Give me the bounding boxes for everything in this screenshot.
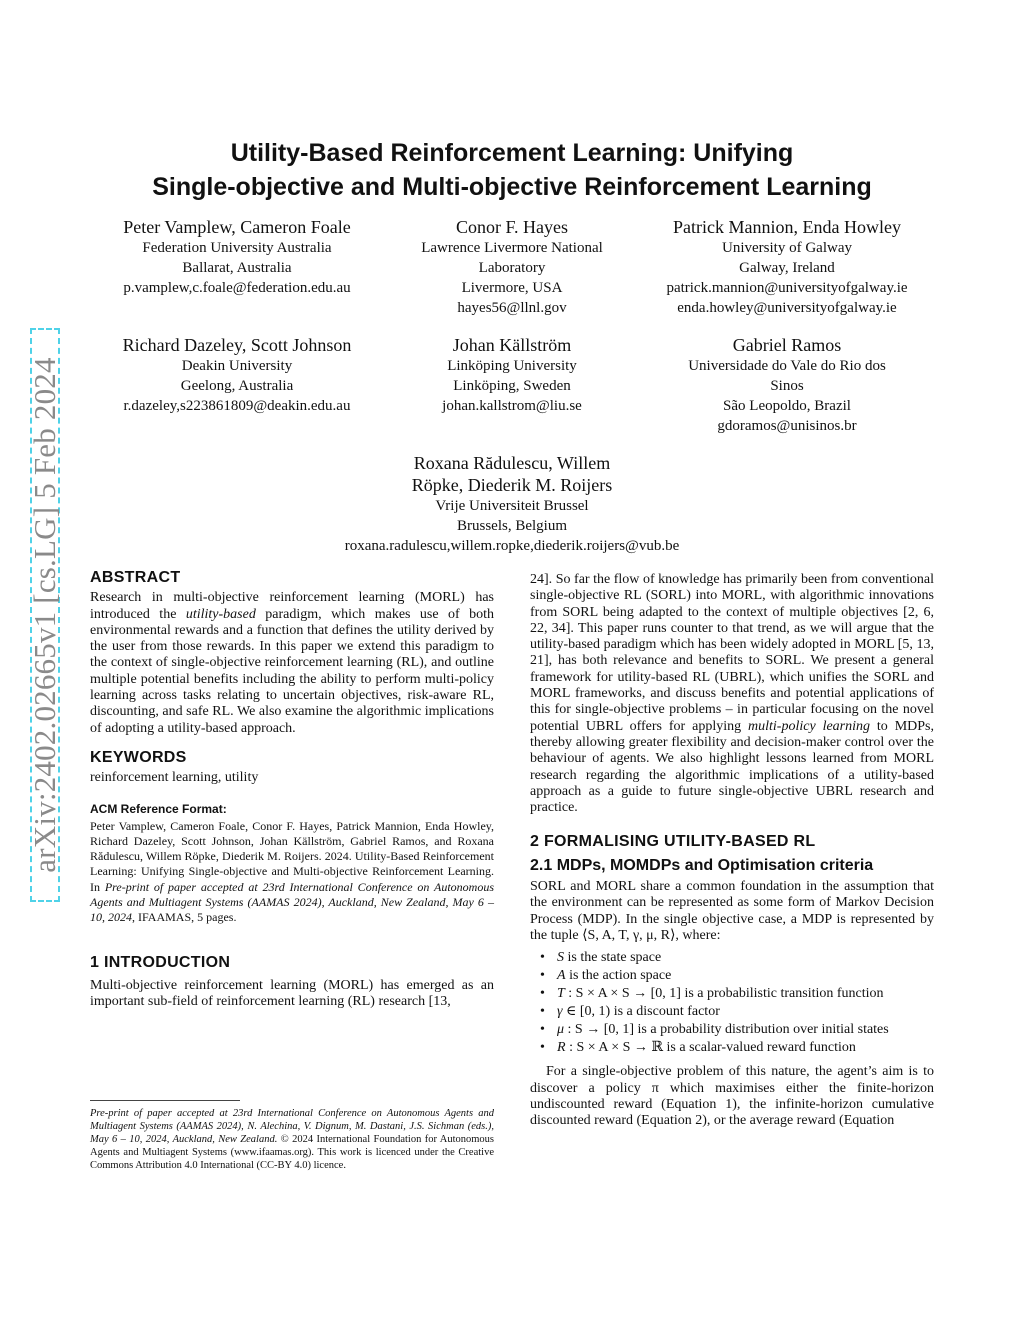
paper-title xyxy=(80,136,944,204)
abstract-emphasis: utility-based xyxy=(185,606,256,622)
footnote-emphasis: Pre-print of paper accepted at 23rd International Conference on Autonomous Agents and Multiagent Systems (AAMAS 2024), N. Alechina, V. Dignum, M. Dastani, J.S. Sichman (eds.), May 6 – 10, 2024, Auckland, New Zealand. xyxy=(90,1108,494,1145)
intro-continued-emphasis: multi-policy learning xyxy=(748,718,871,734)
list-item xyxy=(530,967,934,985)
author-location: São Leopoldo, Brazil xyxy=(723,398,851,414)
author-affiliation: Linköping University xyxy=(447,358,577,374)
acm-heading: ACM Reference Format: xyxy=(90,801,227,816)
author-block-4 xyxy=(123,334,352,416)
list-item xyxy=(530,1021,934,1039)
list-item-text: is the action space xyxy=(565,968,672,984)
acm-text-1: Peter Vamplew, Cameron Foale, Conor F. Hayes, Patrick Mannion, Enda Howley, Richard Dazeley, Scott Johnson, Johan Källström, Gabriel Ramos, and Roxana Rădulescu, Willem Röpke, Diederik M. Roijers. 2024. Utility-Based Reinforcement Learning: Unifying Single-objective and Multi-objective Reinforcement Learning. In xyxy=(90,818,494,894)
list-item xyxy=(530,1003,934,1021)
arxiv-stamp xyxy=(27,328,62,902)
author-location: Galway, Ireland xyxy=(739,260,835,276)
list-item-text: : S → [0, 1] is a probability distribution over initial states xyxy=(564,1022,889,1038)
list-item-symbol: A xyxy=(557,968,566,984)
author-affiliation: Universidade do Vale do Rio dos xyxy=(688,358,886,374)
list-item xyxy=(530,985,934,1003)
footnote-rule xyxy=(90,1100,240,1101)
author-email: hayes56@llnl.gov xyxy=(457,300,567,316)
section-2-1-heading: 2.1 MDPs, MOMDPs and Optimisation criteria xyxy=(530,856,874,874)
author-block-7 xyxy=(345,452,680,556)
author-affiliation-cont: Sinos xyxy=(770,378,804,394)
author-location: Ballarat, Australia xyxy=(182,260,292,276)
mdp-tuple-list xyxy=(530,949,934,1057)
list-item-text: : S × A × S → [0, 1] is a probabilistic transition function xyxy=(564,986,884,1002)
acm-reference xyxy=(90,819,494,925)
author-name: Johan Källström xyxy=(452,335,572,355)
footnote xyxy=(90,1107,494,1172)
author-location: Brussels, Belgium xyxy=(456,518,568,534)
author-location: Geelong, Australia xyxy=(180,378,294,394)
author-affiliation: Vrije Universiteit Brussel xyxy=(435,498,589,514)
intro-continued-part-2: to MDPs, thereby allowing greater flexibility and decision-maker control over the behaviour of agents. We also highlight lessons learned from MORL research regarding the algorithmic implications of a utility-based approach as a guide to future single-objective UBRL research and practice. xyxy=(530,718,934,816)
author-name: Peter Vamplew, Cameron Foale xyxy=(123,217,351,237)
author-location: Livermore, USA xyxy=(461,280,563,296)
list-item xyxy=(530,1039,934,1057)
title-line-2: Single-objective and Multi-objective Reinforcement Learning xyxy=(152,173,872,201)
left-column xyxy=(90,570,494,1010)
list-item-symbol: γ xyxy=(557,1004,563,1020)
author-block-1 xyxy=(123,216,350,298)
abstract-heading: ABSTRACT xyxy=(90,569,181,586)
mdp-paragraph: SORL and MORL share a common foundation in the assumption that the environment can be represented as some form of Markov Decision Process (MDP). In the single objective case, a MDP is represented by the tuple ⟨S, A, T, γ, μ, R⟩, where: xyxy=(530,879,934,943)
keywords-text: reinforcement learning, utility xyxy=(90,770,259,786)
list-item-symbol: μ xyxy=(557,1022,565,1038)
list-item-symbol: S xyxy=(557,950,564,966)
author-name: Roxana Rădulescu, Willem xyxy=(413,453,611,473)
intro-continued-part-1: 24]. So far the flow of knowledge has primarily been from conventional single-objective RL (SORL) into MORL, with algorithmic innovations from SORL being adapted to the context of multiple objectives [2, 6, 22, 34]. This paper runs counter to that trend, as we will argue that the utility-based paradigm which has been widely adopted in MORL [5, 13, 21], has both relevance and benefits to SORL. We present a general framework for utility-based RL (UBRL), which unifies the SORL and MORL frameworks, and discuss benefits and potential applications of this for single-objective problems – in particular focusing on the novel potential UBRL offers for applying xyxy=(530,572,934,734)
author-block-2 xyxy=(421,216,603,318)
abstract-part-2: paradigm, which makes use of both environmental rewards and a function that defines the utility derived by the user from those rewards. In this paper we extend this paradigm to the context of single-objective reinforcement learning (RL), and outline multiple potential benefits including the ability to perform multi-policy learning across tasks relating to uncertain objectives, risk-aware RL, discounting, and safe RL. We also examine the algorithmic implications of adopting a utility-based approach. xyxy=(90,606,494,736)
arxiv-stamp-text: arXiv:2402.02665v1 [cs.LG] 5 Feb 2024 xyxy=(27,357,62,873)
introduction-text: Multi-objective reinforcement learning (MORL) has emerged as an important sub-field of reinforcement learning (RL) research [13, xyxy=(90,977,494,1009)
author-location: Linköping, Sweden xyxy=(453,378,571,394)
author-email: roxana.radulescu,willem.ropke,diederik.roijers@vub.be xyxy=(344,538,680,554)
author-affiliation: Deakin University xyxy=(181,358,293,374)
author-block-6 xyxy=(688,334,886,436)
author-affiliation: Federation University Australia xyxy=(142,240,332,256)
author-email: johan.kallstrom@liu.se xyxy=(442,398,582,414)
list-item-text: : S × A × S → ℝ is a scalar-valued reward function xyxy=(565,1040,856,1056)
acm-emphasis: Pre-print of paper accepted at 23rd International Conference on Autonomous Agents and Multiagent Systems (AAMAS 2024), Auckland, New Zealand, May 6 – 10, 2024 xyxy=(90,879,494,925)
introduction-heading: 1 INTRODUCTION xyxy=(90,954,231,972)
author-affiliation: University of Galway xyxy=(722,240,852,256)
acm-text-2: , IFAAMAS, 5 pages. xyxy=(132,910,237,925)
author-name: Richard Dazeley, Scott Johnson xyxy=(122,335,352,355)
right-column xyxy=(530,572,934,1129)
footnote-text: © 2024 International Foundation for Autonomous Agents and Multiagent Systems (www.ifaamas.org). This work is licenced under the Creative Commons Attribution 4.0 International (CC-BY 4.0) licence. xyxy=(90,1134,494,1171)
list-item xyxy=(530,949,934,967)
author-email-2: enda.howley@universityofgalway.ie xyxy=(677,300,897,316)
list-item-symbol: T xyxy=(557,986,565,1002)
author-name: Conor F. Hayes xyxy=(455,217,569,237)
abstract-part-1: Research in multi-objective reinforcement learning (MORL) has introduced the xyxy=(90,590,494,622)
objective-paragraph: For a single-objective problem of this nature, the agent’s aim is to discover a policy π which maximises either the finite-horizon undiscounted reward (Equation 1), the infinite-horizon cumulative discounted reward (Equation 2), or the average reward (Equation xyxy=(530,1064,934,1129)
title-line-1: Utility-Based Reinforcement Learning: Unifying xyxy=(230,139,794,167)
intro-continued xyxy=(530,572,934,816)
author-affiliation-cont: Laboratory xyxy=(478,260,546,276)
author-name: Patrick Mannion, Enda Howley xyxy=(673,217,901,237)
author-email: patrick.mannion@universityofgalway.ie xyxy=(666,280,908,296)
abstract-text xyxy=(90,590,494,737)
author-block-5 xyxy=(442,334,582,416)
author-block-3 xyxy=(666,216,907,318)
author-email: p.vamplew,c.foale@federation.edu.au xyxy=(123,280,351,296)
list-item-text: ∈ [0, 1) is a discount factor xyxy=(562,1004,720,1020)
section-2-heading: 2 FORMALISING UTILITY-BASED RL xyxy=(530,833,816,851)
author-affiliation: Lawrence Livermore National xyxy=(421,240,603,256)
list-item-symbol: R xyxy=(557,1040,566,1056)
author-email: r.dazeley,s223861809@deakin.edu.au xyxy=(123,398,351,414)
author-name: Gabriel Ramos xyxy=(732,335,842,355)
author-email: gdoramos@unisinos.br xyxy=(717,418,857,434)
list-item-text: is the state space xyxy=(564,950,662,966)
keywords-heading: KEYWORDS xyxy=(90,748,187,766)
author-name-cont: Röpke, Diederik M. Roijers xyxy=(411,475,613,495)
